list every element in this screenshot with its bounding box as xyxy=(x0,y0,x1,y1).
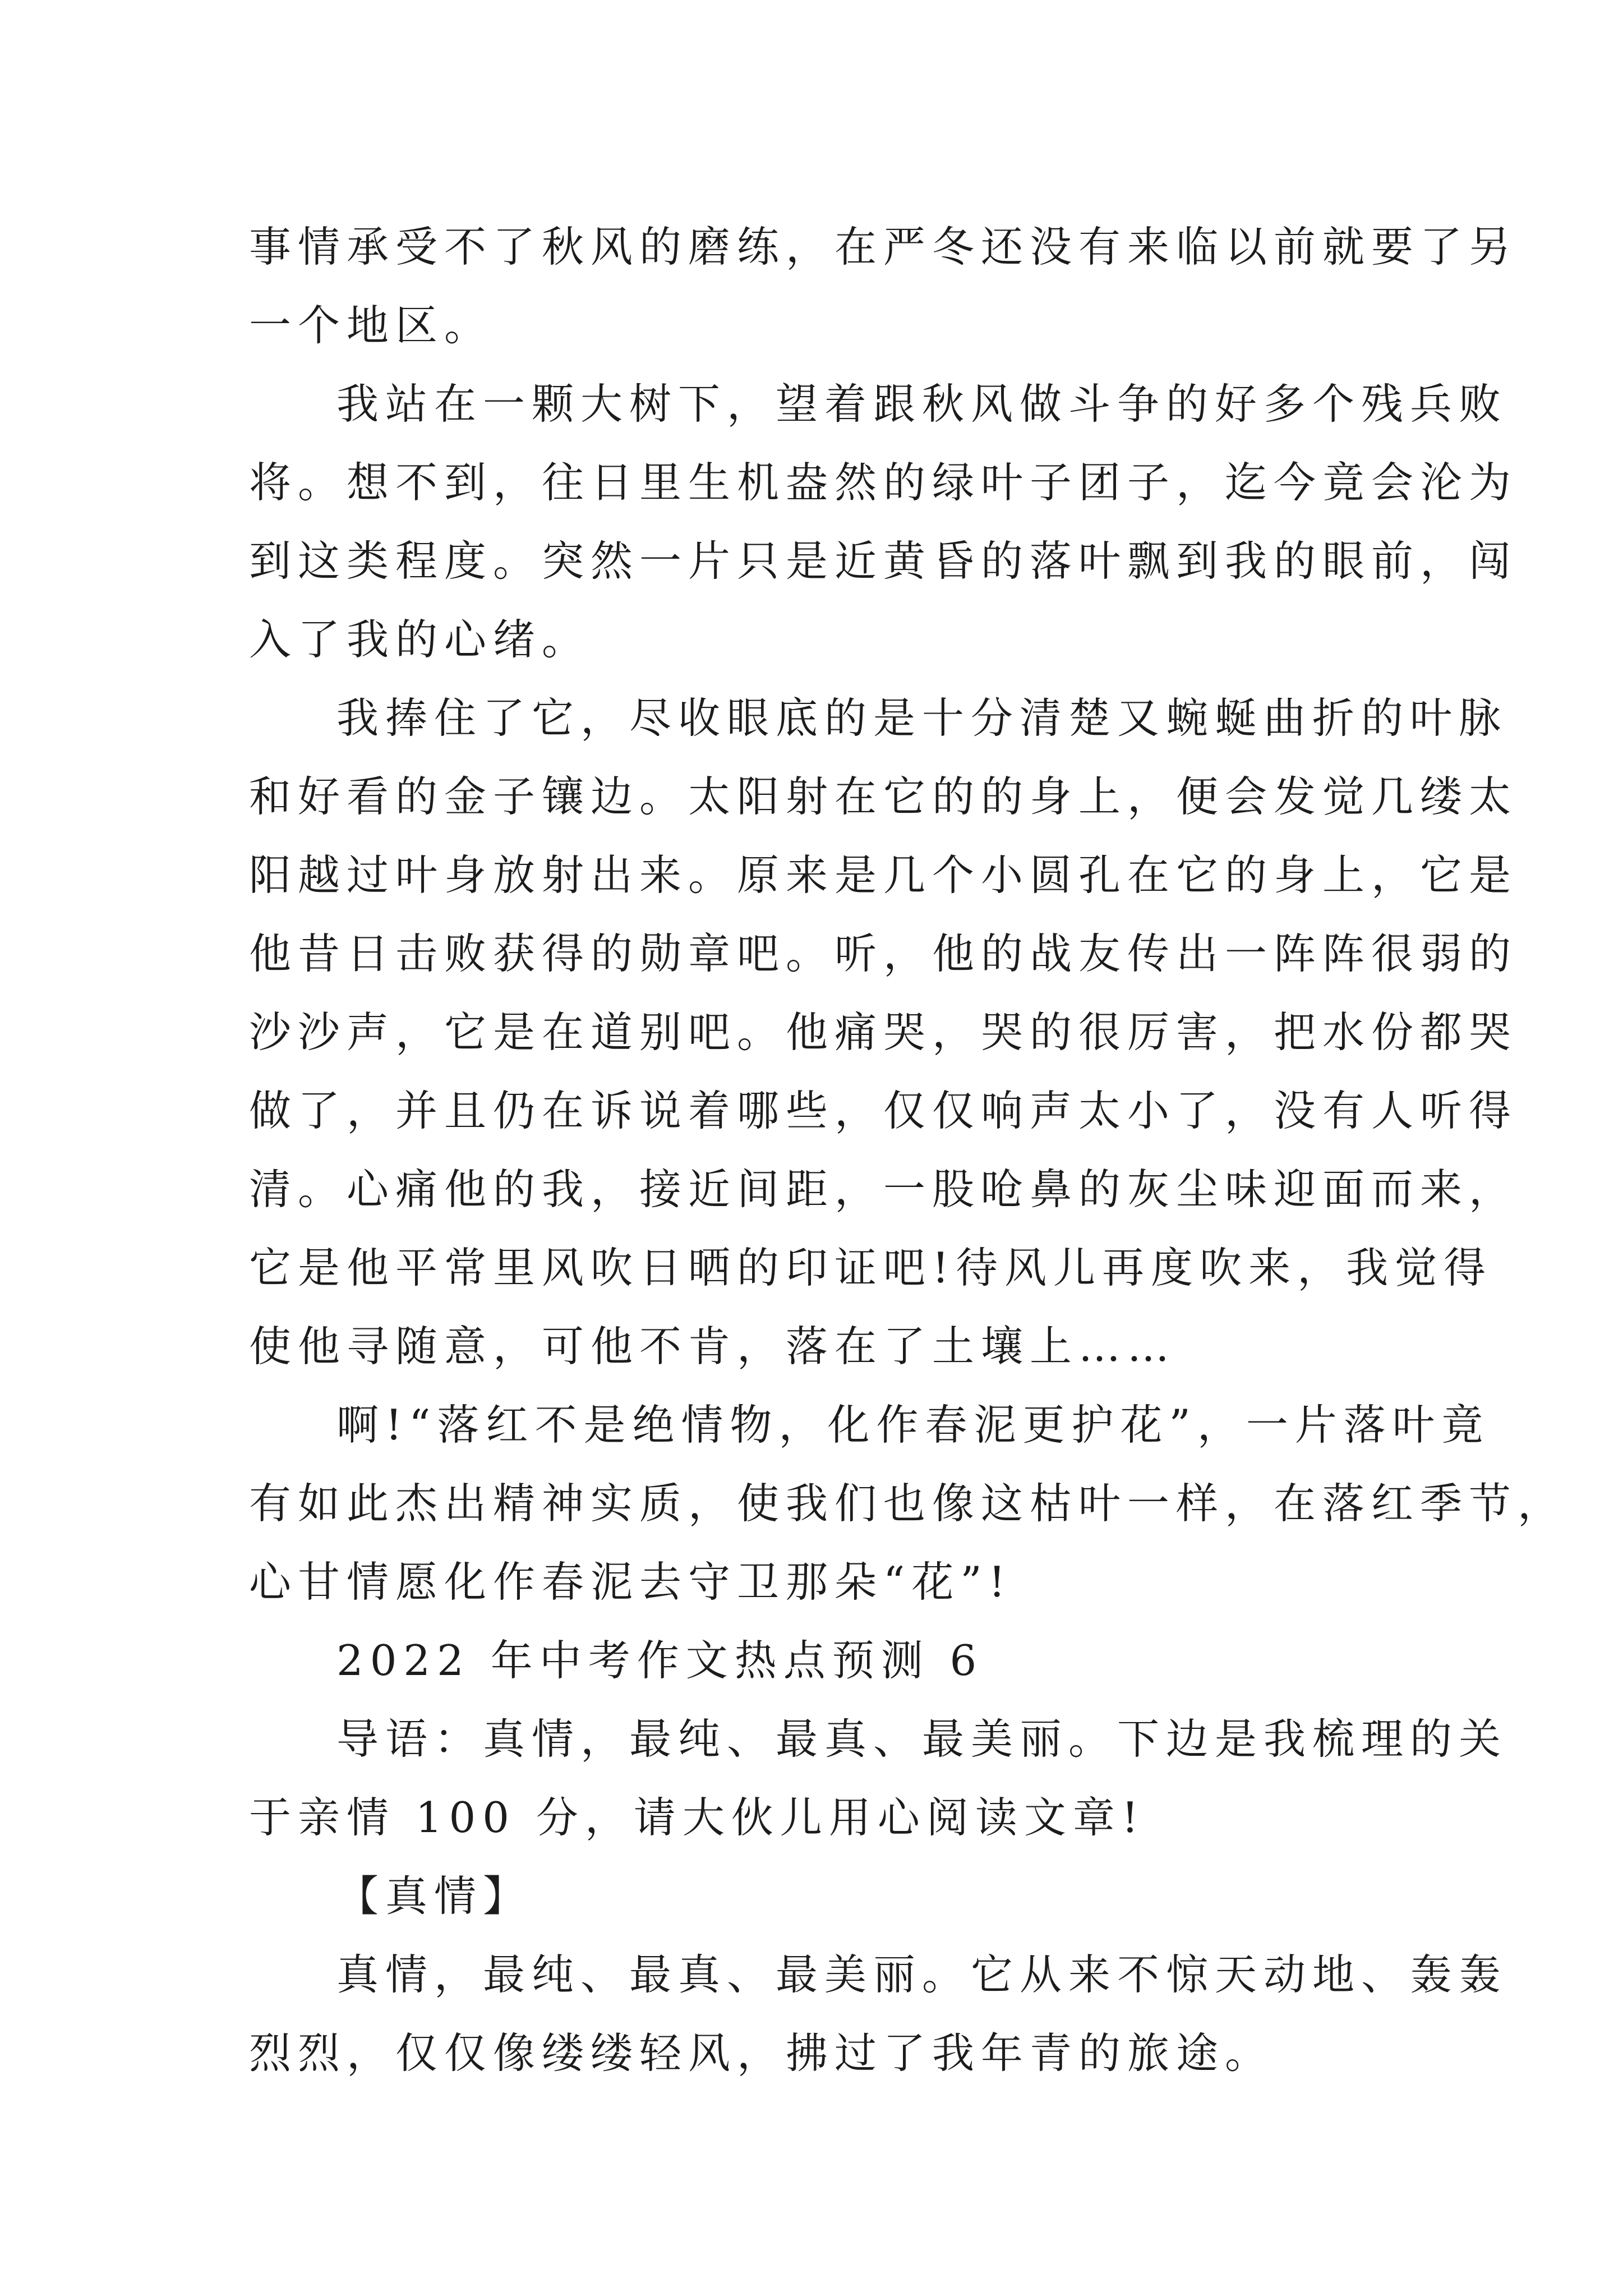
section-heading: 2022 年中考作文热点预测 6 xyxy=(336,1636,984,1685)
text-line-15: 使他寻随意，可他不肯，落在了土壤上…… xyxy=(249,1322,1177,1371)
text-line-2: 一个地区。 xyxy=(249,301,494,350)
text-line-5: 到这类程度。突然一片只是近黄昏的落叶飘到我的眼前，闯 xyxy=(249,536,1518,586)
text-line-24: 烈烈，仅仅像缕缕轻风，拂过了我年青的旅途。 xyxy=(249,2028,1274,2078)
text-line-11: 沙沙声，它是在道别吧。他痛哭，哭的很厉害，把水份都哭 xyxy=(249,1007,1518,1057)
text-line-20: 导语：真情，最纯、最真、最美丽。下边是我梳理的关 xyxy=(336,1714,1508,1764)
text-line-7: 我捧住了它，尽收眼底的是十分清楚又蜿蜒曲折的叶脉 xyxy=(336,693,1508,743)
text-line-8: 和好看的金子镶边。太阳射在它的的身上，便会发觉几缕太 xyxy=(249,772,1518,821)
text-line-13: 清。心痛他的我，接近间距，一股呛鼻的灰尘味迎面而来， xyxy=(249,1165,1518,1214)
text-line-16: 啊!“落红不是绝情物，化作春泥更护花”，一片落叶竟 xyxy=(336,1400,1490,1450)
text-line-9: 阳越过叶身放射出来。原来是几个小圆孔在它的身上，它是 xyxy=(249,850,1518,900)
text-line-18: 心甘情愿化作春泥去守卫那朵“花”! xyxy=(249,1557,1012,1607)
text-line-12: 做了，并且仍在诉说着哪些，仅仅响声太小了，没有人听得 xyxy=(249,1086,1518,1135)
text-line-10: 他昔日击败获得的勋章吧。听，他的战友传出一阵阵很弱的 xyxy=(249,929,1518,978)
text-line-4: 将。想不到，往日里生机盎然的绿叶子团子，迄今竟会沦为 xyxy=(249,458,1518,507)
text-line-3: 我站在一颗大树下，望着跟秋风做斗争的好多个残兵败 xyxy=(336,379,1508,429)
text-line-17: 有如此杰出精神实质，使我们也像这枯叶一样，在落红季节， xyxy=(249,1479,1567,1528)
text-line-6: 入了我的心绪。 xyxy=(249,615,591,664)
subsection-label: 【真情】 xyxy=(336,1871,532,1921)
text-line-14: 它是他平常里风吹日晒的印证吧!待风儿再度吹来，我觉得 xyxy=(249,1243,1493,1292)
text-line-23: 真情，最纯、最真、最美丽。它从来不惊天动地、轰轰 xyxy=(336,1950,1508,1999)
text-line-1: 事情承受不了秋风的磨练，在严冬还没有来临以前就要了另 xyxy=(249,222,1518,272)
text-line-21: 于亲情 100 分，请大伙儿用心阅读文章! xyxy=(249,1793,1145,1842)
